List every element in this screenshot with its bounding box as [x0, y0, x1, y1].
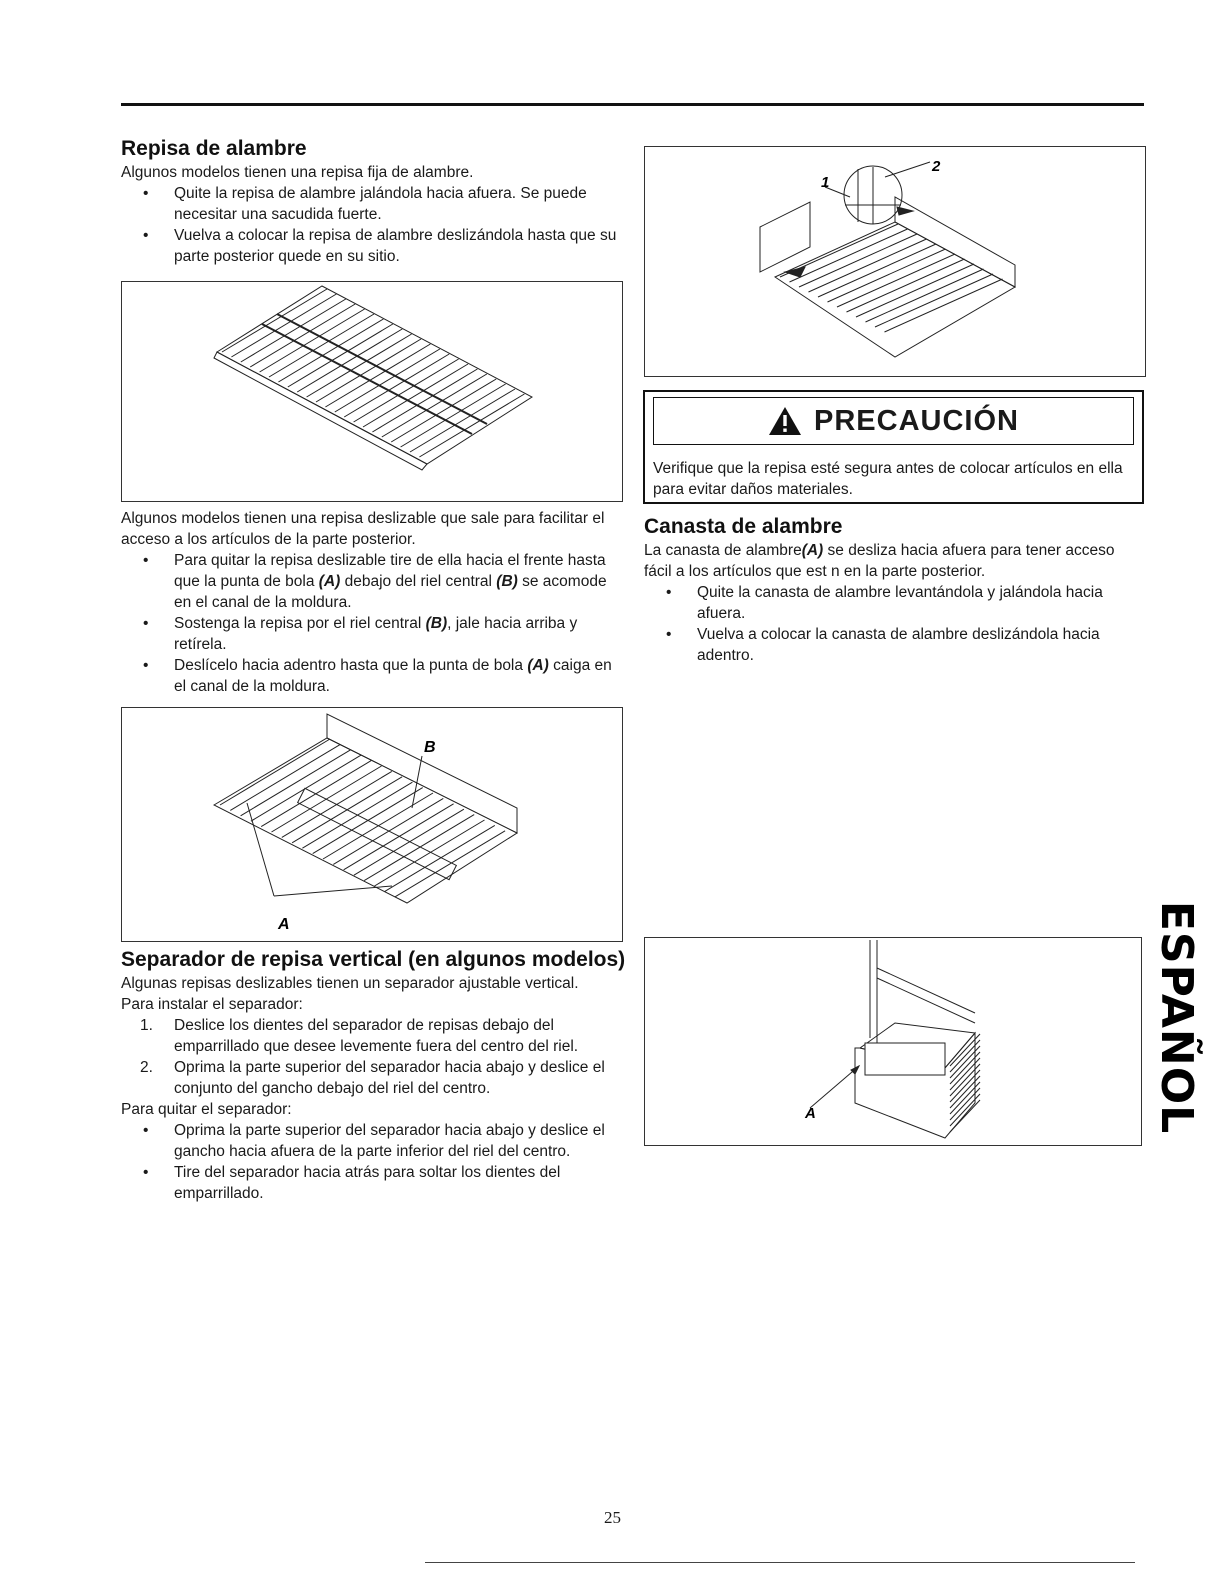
- wire-line: [260, 309, 365, 372]
- wire-shelf-heading: Repisa de alambre: [121, 137, 307, 160]
- left-column: [121, 136, 626, 1204]
- divider-intro: Algunas repisas deslizables tienen un separador ajustable vertical.: [121, 975, 579, 993]
- wire-line: [344, 354, 449, 417]
- wire-line: [269, 314, 374, 377]
- remove-bullets: [121, 1120, 626, 1204]
- wire-line: [307, 334, 412, 397]
- precaution-text: Verifique que la repisa esté segura antes de colocar artículos en ella para evitar daños materiales.: [653, 460, 1123, 498]
- list-item: • Quite la repisa de alambre jalándola hacia afuera. Se puede necesitar una sacudida fuerte.: [121, 183, 626, 225]
- shelf-install-figure: [644, 146, 1146, 377]
- precaution-title: PRECAUCIÓN: [814, 404, 1019, 437]
- wire-line: [231, 294, 336, 357]
- label-2: 2: [932, 158, 941, 175]
- precaution-header: [653, 397, 1134, 445]
- wire-line: [250, 304, 355, 367]
- label-1: 1: [821, 174, 830, 191]
- fixed-wire-shelf-figure: [121, 281, 623, 502]
- wire-line: [372, 369, 477, 432]
- wire-line: [335, 349, 440, 412]
- label-a: A: [805, 1105, 816, 1122]
- install-steps: [121, 1015, 626, 1099]
- wire-line: [325, 344, 430, 407]
- label-a: A: [278, 916, 290, 934]
- language-tab-label: ESPAÑOL: [1151, 900, 1203, 1135]
- basket-intro: La canasta de alambre(A) se desliza hacia afuera para tener acceso fácil a los artículos que est n en la parte posterior.: [644, 542, 1115, 581]
- wire-line: [391, 379, 496, 442]
- list-item: 1. Deslice los dientes del separador de repisas debajo del emparrillado que desee levemente fuera del centro del riel.: [140, 1017, 579, 1056]
- precaution-box: [643, 390, 1144, 504]
- sliding-shelf-figure: [121, 707, 623, 942]
- basket-illustration: [645, 938, 1141, 1145]
- basket-heading: Canasta de alambre: [644, 515, 843, 538]
- wire-shelf-intro: Algunos modelos tienen una repisa fija de alambre.: [121, 164, 474, 182]
- page-number: 25: [604, 1508, 621, 1527]
- wire-line: [410, 389, 515, 452]
- list-item: • Vuelva a colocar la repisa de alambre deslizándola hasta que su parte posterior quede en su sitio.: [121, 225, 626, 267]
- wire-line: [950, 1094, 980, 1126]
- list-item: • Quite la canasta de alambre levantándola y jalándola hacia afuera.: [644, 582, 1146, 624]
- language-tab: [1153, 895, 1201, 1140]
- top-rule: [121, 103, 1144, 106]
- wire-line: [419, 394, 524, 457]
- wire-line: [222, 289, 327, 352]
- sliding-shelf-bullets: [121, 550, 626, 697]
- sliding-shelf-intro: Algunos modelos tienen una repisa deslizable que sale para facilitar el acceso a los artículos de la parte posterior.: [121, 510, 605, 549]
- label-b: B: [424, 739, 436, 757]
- list-item: • Para quitar la repisa deslizable tire de ella hacia el frente hasta que la punta de bola (A) debajo del riel central (B) se acomode en el canal de la moldura.: [121, 550, 626, 613]
- bottom-rule: [425, 1562, 1135, 1563]
- remove-label: Para quitar el separador:: [121, 1101, 292, 1119]
- wire-line: [950, 1100, 980, 1132]
- wire-line: [288, 324, 393, 387]
- wire-line: [363, 364, 468, 427]
- sliding-shelf-illustration: [122, 708, 622, 941]
- wire-line: [278, 319, 383, 382]
- wire-line: [316, 339, 421, 402]
- list-item: • Vuelva a colocar la canasta de alambre deslizándola hacia adentro.: [644, 624, 1146, 666]
- install-label: Para instalar el separador:: [121, 996, 303, 1014]
- wire-shelf-bullets: [121, 183, 626, 267]
- basket-section: [644, 514, 1146, 666]
- basket-bullets: [644, 582, 1146, 666]
- divider-heading: Separador de repisa vertical (en algunos modelos): [121, 948, 626, 972]
- wire-line: [297, 329, 402, 392]
- wire-line: [382, 374, 487, 437]
- list-item: • Sostenga la repisa por el riel central (B), jale hacia arriba y retírela.: [121, 613, 626, 655]
- list-item: • Tire del separador hacia atrás para soltar los dientes del emparrillado.: [121, 1162, 626, 1204]
- list-item: • Deslícelo hacia adentro hasta que la punta de bola (A) caiga en el canal de la moldura.: [121, 655, 626, 697]
- wire-line: [354, 359, 459, 422]
- wire-line: [241, 299, 346, 362]
- basket-figure: [644, 937, 1142, 1146]
- shelf-install-illustration: [645, 147, 1145, 376]
- fixed-shelf-illustration: [122, 282, 622, 501]
- list-item: • Oprima la parte superior del separador hacia abajo y deslice el gancho hacia afuera de la parte inferior del riel del centro.: [121, 1120, 626, 1162]
- list-item: 2. Oprima la parte superior del separador hacia abajo y deslice el conjunto del gancho debajo del riel del centro.: [140, 1059, 605, 1098]
- warning-triangle-icon: [768, 406, 802, 436]
- wire-line: [401, 384, 506, 447]
